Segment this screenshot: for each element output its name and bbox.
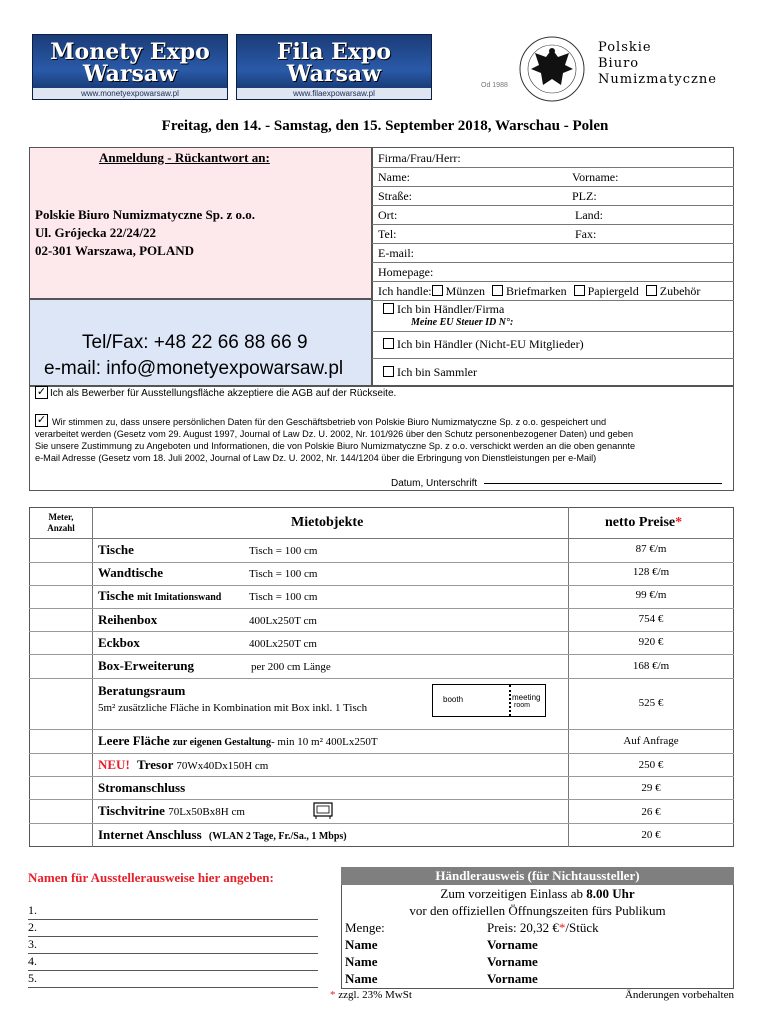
vorname-field-2[interactable]: Vorname <box>487 954 538 969</box>
row-box-erweiterung-desc: per 200 cm Länge <box>251 661 331 673</box>
row-internet-name <box>98 827 347 843</box>
row-beratungsraum-price: 525 € <box>638 697 664 709</box>
row-stromanschluss-name: Stromanschluss <box>98 780 186 795</box>
row-tresor-desc: 70Wx40Dx150H cm <box>176 760 269 772</box>
zubehoer-label: Zubehör <box>659 284 701 298</box>
logo-line2: Warsaw <box>82 61 178 87</box>
eu-steuer-label[interactable]: Meine EU Steuer ID N°: <box>411 317 514 328</box>
briefmarken-checkbox[interactable] <box>492 285 503 296</box>
haendler-firma-label: Ich bin Händler/Firma <box>397 302 505 316</box>
reply-heading: Anmeldung - Rückantwort an: <box>99 150 270 165</box>
meeting-label1: meeting <box>512 693 541 702</box>
vorname-field-3[interactable]: Vorname <box>487 971 538 986</box>
qty-header <box>30 512 92 534</box>
logo-url: www.monetyexpowarsaw.pl <box>33 88 227 99</box>
row-leere-flaeche-small: zur eigenen Gestaltung <box>172 737 271 748</box>
row-box-erweiterung-price: 168 €/m <box>632 660 670 672</box>
vat-text: zzgl. 23% MwSt <box>335 989 412 1001</box>
row-tresor-price: 250 € <box>638 759 664 771</box>
haendler-non-eu-option <box>383 337 584 352</box>
name-field-1[interactable]: Name <box>345 937 378 952</box>
contact-email: e-mail: info@monetyexpowarsaw.pl <box>44 358 344 379</box>
row-internet-price: 20 € <box>641 829 661 841</box>
name-field-3[interactable]: Name <box>345 971 378 986</box>
row-tresor-name <box>98 757 268 773</box>
rental-table <box>29 507 734 847</box>
plz-field[interactable]: PLZ: <box>572 189 597 203</box>
fax-field[interactable]: Fax: <box>575 227 597 241</box>
muenzen-checkbox[interactable] <box>432 285 443 296</box>
haendler-firma-option <box>383 302 504 317</box>
row-reihenbox-price: 754 € <box>638 613 664 625</box>
row-leere-flaeche-name <box>98 733 378 749</box>
logo-line1: Fila Expo <box>276 39 392 65</box>
firma-field[interactable]: Firma/Frau/Herr: <box>378 151 461 165</box>
row-internet-main: Internet Anschluss <box>98 827 202 842</box>
sammler-checkbox[interactable] <box>383 366 394 377</box>
logo-line1: Monety Expo <box>50 39 210 65</box>
privacy-checkbox[interactable]: ✓ <box>36 413 47 426</box>
telfax: Tel/Fax: +48 22 66 88 66 9 <box>82 332 308 353</box>
preis-unit: /Stück <box>565 920 599 935</box>
row-eckbox-desc: 400Lx250T cm <box>249 638 317 650</box>
name-line-2[interactable]: 2. <box>28 920 318 937</box>
vat-star: * <box>330 989 336 1001</box>
signature-line[interactable] <box>484 483 722 484</box>
row-tische-imitation-desc: Tisch = 100 cm <box>249 591 318 603</box>
price-header-asterisk: * <box>675 515 683 530</box>
row-beratungsraum-desc: 5m² zusätzliche Fläche in Kombination mit Box inkl. 1 Tisch <box>98 702 368 714</box>
pbn-line2: Biuro <box>598 56 640 71</box>
since-label: Od 1988 <box>481 82 508 89</box>
name-line-4[interactable]: 4. <box>28 954 318 971</box>
muenzen-label: Münzen <box>445 284 485 298</box>
haendler-non-eu-label: Ich bin Händler (Nicht-EU Mitglieder) <box>397 337 584 351</box>
qty-header-line1: Meter, <box>48 512 74 522</box>
haendler-firma-checkbox[interactable] <box>383 303 394 314</box>
name-line-3[interactable]: 3. <box>28 937 318 954</box>
agb-checkbox[interactable]: ✓ <box>36 385 47 398</box>
row-beratungsraum-name: Beratungsraum <box>98 683 186 698</box>
agb-text: Ich als Bewerber für Ausstellungsfläche akzeptiere die AGB auf der Rückseite. <box>50 388 397 399</box>
early-entry-line <box>341 886 734 902</box>
row-stromanschluss-price: 29 € <box>641 782 661 794</box>
handle-label: Ich handle: <box>378 284 432 298</box>
papiergeld-checkbox[interactable] <box>574 285 585 296</box>
name-line-5[interactable]: 5. <box>28 971 318 988</box>
row-wandtische-desc: Tisch = 100 cm <box>249 568 318 580</box>
fila-expo-logo <box>236 34 432 100</box>
display-case-icon <box>313 802 333 819</box>
price-header <box>605 515 682 531</box>
menge-field[interactable]: Menge: <box>345 920 385 935</box>
reply-city: 02-301 Warszawa, POLAND <box>35 243 195 258</box>
logo-line2: Warsaw <box>286 61 382 87</box>
homepage-field[interactable]: Homepage: <box>378 265 434 279</box>
sammler-label: Ich bin Sammler <box>397 365 477 379</box>
land-field[interactable]: Land: <box>575 208 603 222</box>
reply-address-panel <box>29 147 372 299</box>
row-tische-imitation-name <box>98 588 221 604</box>
preis-label <box>487 920 599 936</box>
papiergeld-label: Papiergeld <box>587 284 639 298</box>
haendlerausweis-heading: Händlerausweis (für Nichtaussteller) <box>341 867 734 885</box>
row-reihenbox-name: Reihenbox <box>98 612 158 627</box>
pbn-logo-text <box>598 40 717 88</box>
privacy-text <box>35 413 727 464</box>
row-tresor-main: Tresor <box>137 757 174 772</box>
briefmarken-label: Briefmarken <box>505 284 567 298</box>
row-tische-price: 87 €/m <box>635 543 667 555</box>
email-field[interactable]: E-mail: <box>378 246 414 260</box>
name-field[interactable]: Name: <box>378 170 410 184</box>
signature-label: Datum, Unterschrift <box>391 478 478 489</box>
row-tische-imitation-main: Tische <box>98 588 134 603</box>
pbn-line3: Numizmatyczne <box>598 72 717 87</box>
row-leere-flaeche-price: Auf Anfrage <box>623 735 679 747</box>
zubehoer-checkbox[interactable] <box>646 285 657 296</box>
haendler-non-eu-checkbox[interactable] <box>383 338 394 349</box>
row-tische-desc: Tisch = 100 cm <box>249 545 318 557</box>
row-tische-imitation-price: 99 €/m <box>635 589 667 601</box>
row-box-erweiterung-name: Box-Erweiterung <box>98 658 195 673</box>
row-tresor-new: NEU! <box>98 757 130 772</box>
reply-company: Polskie Biuro Numizmatyczne Sp. z o.o. <box>35 207 256 222</box>
row-leere-flaeche-main: Leere Fläche <box>98 733 170 748</box>
early-entry-time: 8.00 Uhr <box>586 886 635 901</box>
changes-note: Änderungen vorbehalten <box>624 989 734 1001</box>
strasse-field[interactable]: Straße: <box>378 189 412 203</box>
booth-label: booth <box>443 695 464 704</box>
pbn-line1: Polskie <box>598 40 652 55</box>
handle-row <box>378 284 700 299</box>
name-field-2[interactable]: Name <box>345 954 378 969</box>
row-eckbox-name: Eckbox <box>98 635 140 650</box>
logo-url: www.filaexpowarsaw.pl <box>237 88 431 99</box>
row-wandtische-price: 128 €/m <box>632 566 670 578</box>
row-tische-name: Tische <box>98 542 134 557</box>
meeting-divider <box>509 685 511 716</box>
vat-note <box>330 989 412 1001</box>
row-leere-flaeche-desc: - min 10 m² 400Lx250T <box>271 736 378 748</box>
row-tischvitrine-desc: 70Lx50Bx8H cm <box>168 806 245 818</box>
tel-field[interactable]: Tel: <box>378 227 397 241</box>
qty-header-line2: Anzahl <box>47 523 75 533</box>
privacy-line4: e-Mail Adresse (Gesetz vom 18. Juli 2002, Journal of Law Dz. U. 2002, Nr. 144/1204 über die Erbringung von Dienstleistungen per e-Mail) <box>35 453 597 463</box>
preis-value: Preis: 20,32 € <box>487 920 559 935</box>
eagle-seal-icon <box>513 35 591 103</box>
meeting-label2: room <box>514 702 530 709</box>
row-internet-small: (WLAN 2 Tage, Fr./Sa., 1 Mbps) <box>208 831 347 842</box>
monety-expo-logo <box>32 34 228 100</box>
name-line-1[interactable]: 1. <box>28 903 318 920</box>
row-tischvitrine-name <box>98 803 245 819</box>
names-heading: Namen für Ausstellerausweise hier angeben: <box>28 870 274 885</box>
row-tischvitrine-main: Tischvitrine <box>98 803 165 818</box>
privacy-line3: Sie unsere Zustimmung zu Angeboten und Informationen, die von Polskie Biuro Numizmatyczne Sp. z o.o. verschickt werden an die oben genannte <box>35 441 636 451</box>
event-title: Freitag, den 14. - Samstag, den 15. September 2018, Warschau - Polen <box>161 118 609 134</box>
sammler-option <box>383 365 477 380</box>
row-wandtische-name: Wandtische <box>98 565 164 580</box>
row-reihenbox-desc: 400Lx250T cm <box>249 615 317 627</box>
vorname-field-1[interactable]: Vorname <box>487 937 538 952</box>
booth-diagram <box>432 684 546 717</box>
early-entry-text: Zum vorzeitigen Einlass ab <box>440 886 587 901</box>
items-header: Mietobjekte <box>291 515 364 530</box>
price-header-label: netto Preise <box>605 515 676 530</box>
ort-field[interactable]: Ort: <box>378 208 398 222</box>
row-tische-imitation-small: mit Imitationswand <box>137 592 222 603</box>
row-eckbox-price: 920 € <box>638 636 664 648</box>
privacy-line2: verarbeitet werden (Gesetz vom 29. August 1997, Journal of Law Dz. U. 2002, Nr. 101/926 über den Schutz personenbezogener Daten) und geben <box>35 429 634 439</box>
row-tischvitrine-price: 26 € <box>641 806 661 818</box>
preis-star: * <box>558 920 566 935</box>
opening-hours-line: vor den offiziellen Öffnungszeiten fürs Publikum <box>409 903 666 918</box>
reply-street: Ul. Grójecka 22/24/22 <box>35 225 156 240</box>
privacy-line1: Wir stimmen zu, dass unsere persönlichen Daten für den Geschäftsbetrieb von Polskie Biuro Numizmatyczne Sp. z o.o. gespeichert und <box>52 417 607 427</box>
vorname-field[interactable]: Vorname: <box>572 170 619 184</box>
